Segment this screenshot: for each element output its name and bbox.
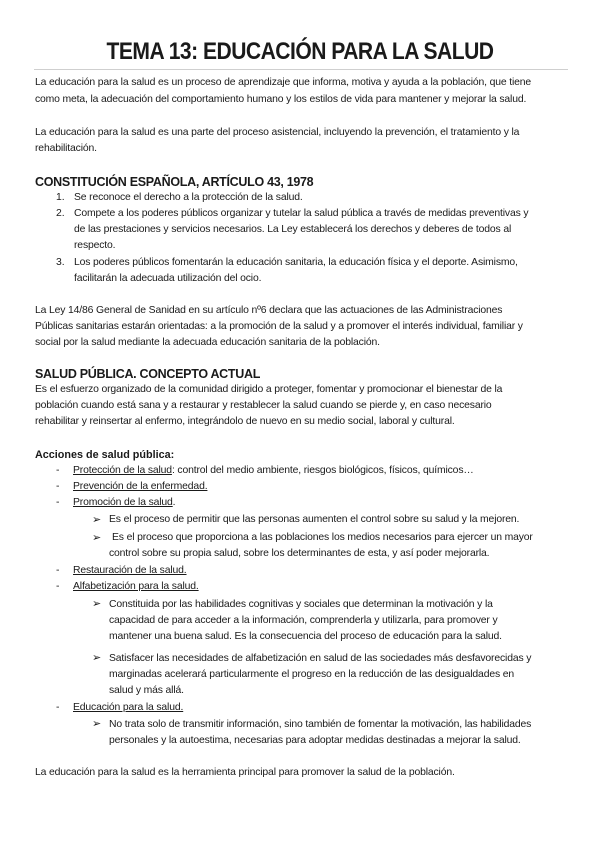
promocion-sub-2-line-1: Es el proceso que proporciona a las poblaciones los medios necesarios para ejercer un mayor <box>112 532 533 543</box>
list-number: 3. <box>56 257 65 268</box>
arrow-bullet-icon: ➢ <box>92 651 102 664</box>
alfabetizacion-label: Alfabetización para la salud. <box>73 581 199 592</box>
arrow-bullet-icon: ➢ <box>92 597 102 610</box>
promocion-end: . <box>172 497 176 508</box>
dash-bullet: - <box>56 465 60 476</box>
constitucion-item-3-line-2: facilitarán la adecuada utilización del ocio. <box>74 273 262 284</box>
alfa-sub-2-line-2: marginadas acelerará particularmente el progreso en la reducción de las desigualdades en <box>109 669 514 680</box>
salud-publica-line-2: población cuando está sana y a restaurar y restablecer la salud cuando se pierde y, en caso necesario <box>35 400 492 411</box>
constitucion-item-3-line-1: Los poderes públicos fomentarán la educación sanitaria, la educación física y el deporte. Asimismo, <box>74 257 518 268</box>
alfa-sub-1-line-1: Constituida por las habilidades cognitivas y sociales que determinan la motivación y la <box>109 599 493 610</box>
conclusion: La educación para la salud es la herramienta principal para promover la salud de la población. <box>35 767 455 778</box>
accion-alfabetizacion <box>73 579 573 596</box>
dash-bullet: - <box>56 565 60 576</box>
proteccion-detail: : control del medio ambiente, riesgos biológicos, físicos, químicos… <box>171 465 474 476</box>
constitucion-item-2-line-2: de las prestaciones y servicios necesarios. La Ley establecerá los derechos y deberes de todos al <box>74 224 512 235</box>
alfa-sub-2-line-3: salud y más allá. <box>109 685 184 696</box>
constitucion-item-2-line-1: Compete a los poderes públicos organizar y tutelar la salud pública a través de medidas preventivas y <box>74 208 529 219</box>
promocion-sub-1: Es el proceso de permitir que las personas aumenten el control sobre su salud y la mejoren. <box>109 514 520 525</box>
prevencion-label: Prevención de la enfermedad. <box>73 481 208 492</box>
ley-line-1: La Ley 14/86 General de Sanidad en su artículo nº6 declara que las actuaciones de las Administraciones <box>35 305 503 316</box>
arrow-bullet-icon: ➢ <box>92 513 102 526</box>
constitucion-heading: CONSTITUCIÓN ESPAÑOLA, ARTÍCULO 43, 1978 <box>35 175 314 189</box>
intro-line-3: La educación para la salud es una parte del proceso asistencial, incluyendo la prevención, el tratamiento y la <box>35 127 520 138</box>
list-number: 2. <box>56 208 65 219</box>
dash-bullet: - <box>56 702 60 713</box>
ley-line-2: Públicas sanitarias estarán orientadas: a la promoción de la salud y a promover el interés individual, familiar y <box>35 321 523 332</box>
dash-bullet: - <box>56 481 60 492</box>
constitucion-item-1: Se reconoce el derecho a la protección de la salud. <box>74 192 303 203</box>
dash-bullet: - <box>56 581 60 592</box>
ley-line-3: social por la salud mediante la adecuada educación sanitaria de la población. <box>35 337 380 348</box>
proteccion-label: Protección de la salud <box>73 465 172 476</box>
page-title: TEMA 13: EDUCACIÓN PARA LA SALUD <box>106 38 494 65</box>
alfa-sub-1-line-2: capacidad de para acceder a la información, comprenderla y utilizarla, para promover y <box>109 615 498 626</box>
arrow-bullet-icon: ➢ <box>92 531 102 544</box>
intro-line-1: La educación para la salud es un proceso de aprendizaje que informa, motiva y ayuda a la población, que tiene <box>35 77 532 88</box>
accion-proteccion <box>73 463 573 480</box>
accion-prevencion <box>73 479 573 496</box>
edu-sub-1-line-2: personales y la autoestima, necesarias para adoptar medidas destinadas a mejorar la salud. <box>109 735 521 746</box>
accion-promocion <box>73 495 573 512</box>
salud-publica-line-1: Es el esfuerzo organizado de la comunidad dirigido a proteger, fomentar y promocionar el bienestar de la <box>35 384 503 395</box>
promocion-sub-2-line-2: control sobre su propia salud, sobre los determinantes de esta, y así poder mejorarla. <box>109 548 490 559</box>
promocion-label: Promoción de la salud <box>73 497 173 508</box>
salud-publica-line-3: rehabilitar y reinsertar al enfermo, integrándolo de nuevo en su medio social, laboral y cultural. <box>35 416 455 427</box>
salud-publica-heading: SALUD PÚBLICA. CONCEPTO ACTUAL <box>35 367 261 381</box>
list-number: 1. <box>56 192 65 203</box>
arrow-bullet-icon: ➢ <box>92 717 102 730</box>
alfa-sub-2-line-1: Satisfacer las necesidades de alfabetización en salud de las sociedades más desfavorecidas y <box>109 653 532 664</box>
accion-restauracion <box>73 563 573 580</box>
constitucion-item-2-line-3: respecto. <box>74 240 116 251</box>
intro-line-2: como meta, la adecuación del comportamiento humano y los estilos de vida para mantener y mejorar la salud. <box>35 94 527 105</box>
intro-line-4: rehabilitación. <box>35 143 97 154</box>
restauracion-label: Restauración de la salud. <box>73 565 187 576</box>
alfa-sub-1-line-3: mantener una buena salud. Es la consecuencia del proceso de educación para la salud. <box>109 631 502 642</box>
dash-bullet: - <box>56 497 60 508</box>
edu-sub-1-line-1: No trata solo de transmitir información, sino también de fomentar la motivación, las habilidades <box>109 719 532 730</box>
title-divider <box>34 69 568 70</box>
educacion-label: Educación para la salud. <box>73 702 184 713</box>
accion-educacion <box>73 700 573 717</box>
acciones-heading: Acciones de salud pública: <box>35 449 175 461</box>
